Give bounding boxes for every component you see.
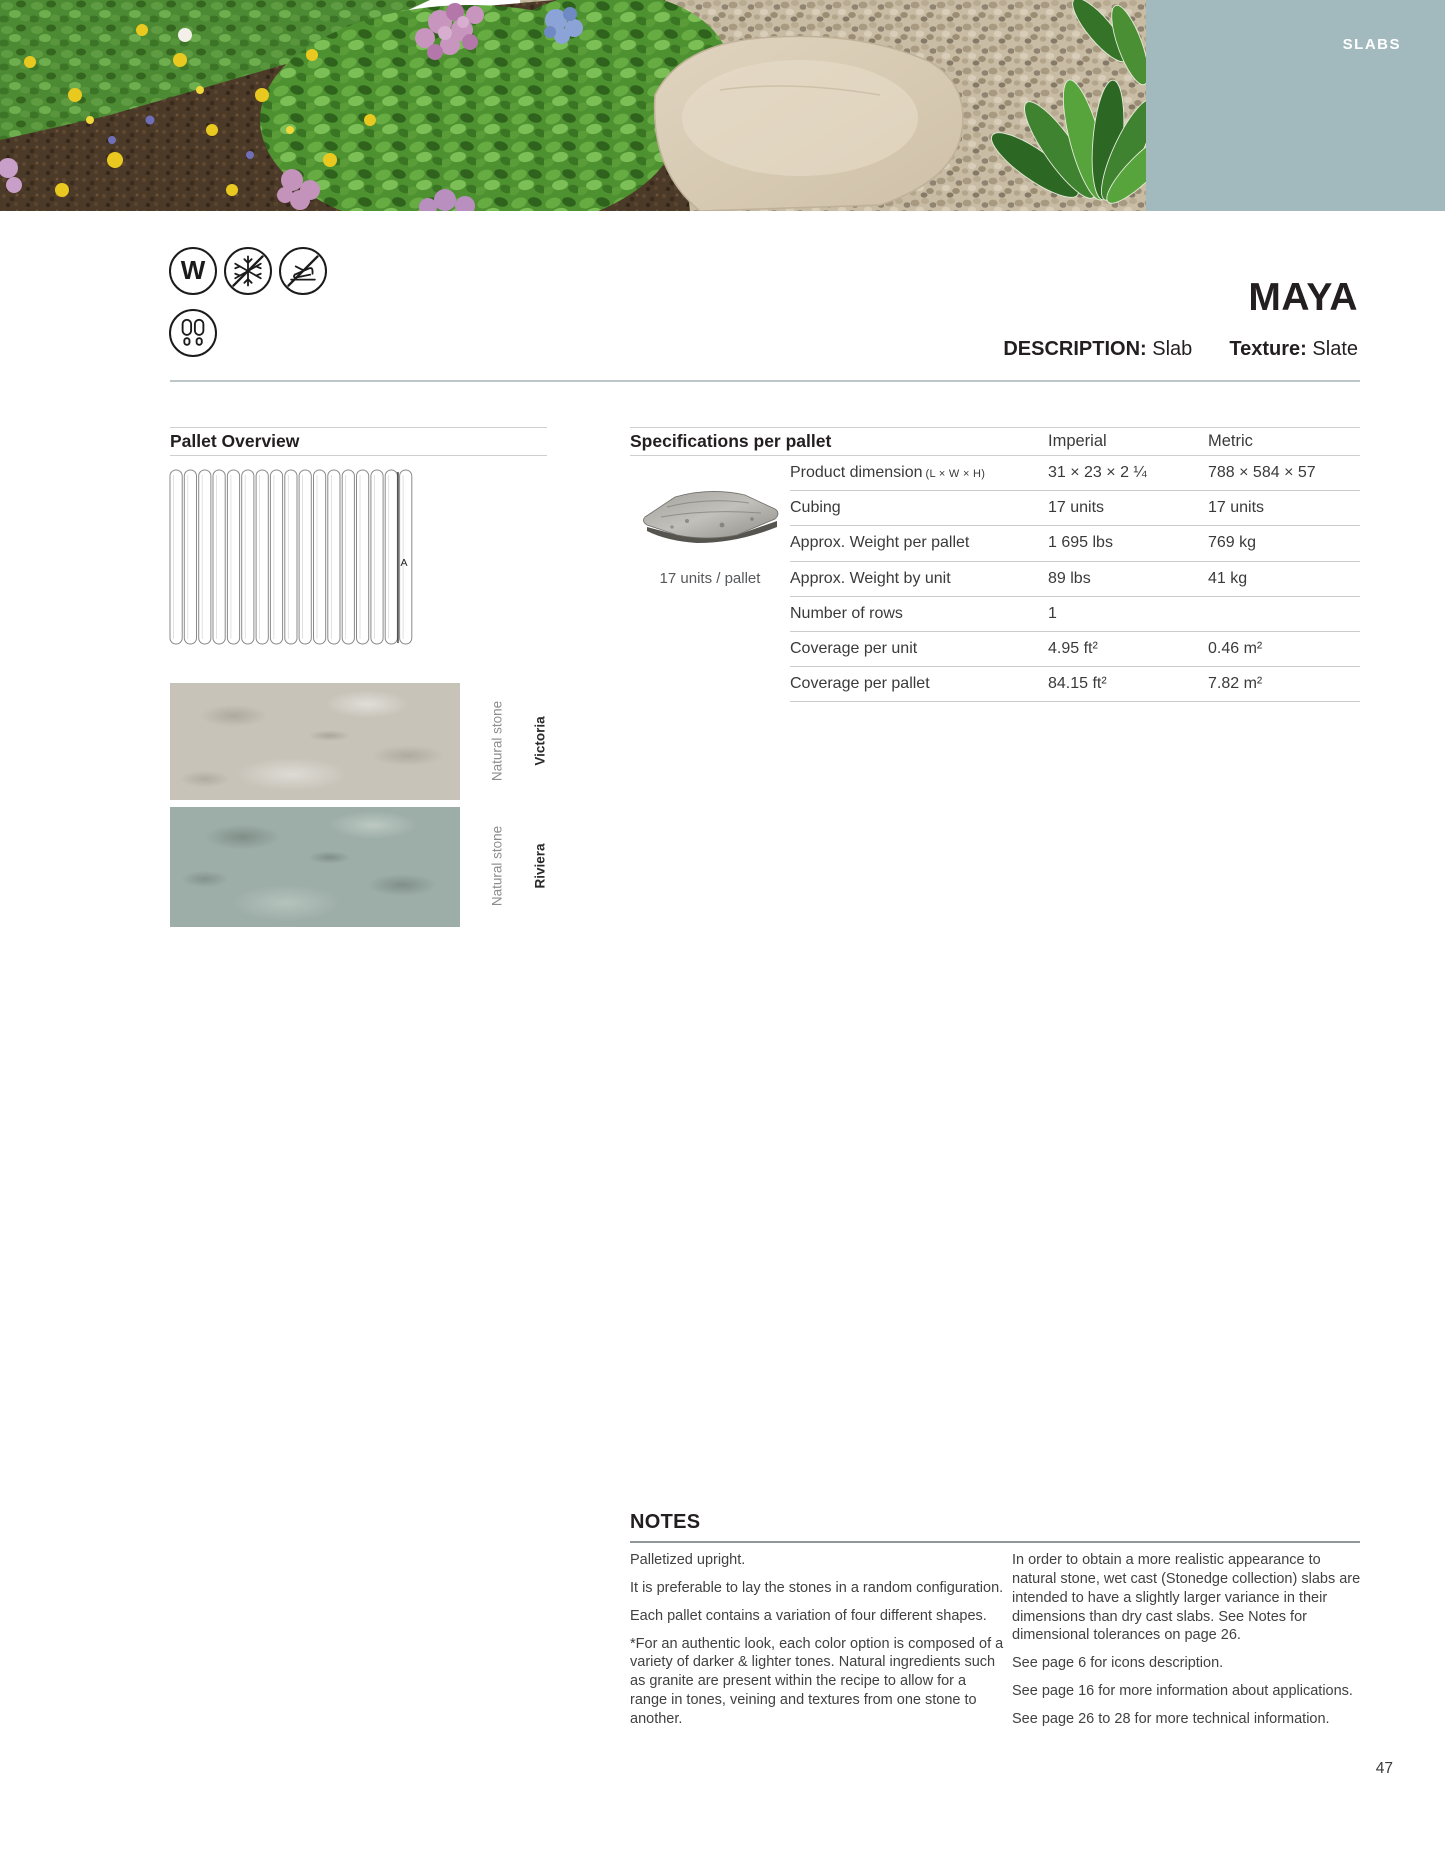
swatch-type-label: Natural stone — [489, 700, 505, 782]
product-description-row — [1003, 338, 1358, 361]
note-paragraph: It is preferable to lay the stones in a random configuration. — [630, 1579, 1004, 1596]
table-row — [790, 597, 1360, 632]
specifications-table — [790, 456, 1360, 702]
spec-label: Approx. Weight per pallet — [790, 534, 970, 552]
description-label: DESCRIPTION: — [1003, 338, 1147, 360]
table-row — [790, 632, 1360, 667]
table-row — [790, 526, 1360, 561]
spec-metric-value: 0.46 m² — [1208, 640, 1263, 658]
specifications-header — [630, 427, 1360, 456]
note-paragraph: See page 16 for more information about applications. — [1012, 1683, 1353, 1700]
note-paragraph: Palletized upright. — [630, 1552, 746, 1568]
spec-imperial-value: 89 lbs — [1048, 569, 1091, 587]
spec-label: Number of rows — [790, 604, 903, 622]
page-number: 47 — [1375, 1760, 1393, 1777]
pallet-overview-header — [170, 427, 547, 456]
color-swatch-riviera — [170, 807, 460, 927]
note-paragraph: Each pallet contains a variation of four different shapes. — [630, 1607, 987, 1624]
spec-metric-value: 17 units — [1208, 499, 1265, 517]
table-row — [790, 491, 1360, 526]
notes-left-column — [630, 1551, 1005, 1738]
table-row — [790, 456, 1360, 491]
spec-imperial-value: 17 units — [1048, 499, 1105, 517]
spec-label: Coverage per pallet — [790, 675, 930, 693]
notes-right-column — [1012, 1551, 1364, 1738]
description-value: Slab — [1152, 338, 1193, 360]
spec-metric-value: 788 × 584 × 57 — [1208, 464, 1316, 482]
banner-photo — [0, 0, 1146, 211]
wet-cast-icon — [169, 247, 217, 295]
swatch-name-riviera: Riviera — [532, 843, 548, 889]
footprints-glyph — [176, 316, 210, 350]
spec-imperial-value: 4.95 ft² — [1048, 640, 1098, 658]
snowflake-crossed-glyph — [228, 251, 268, 291]
slab-unit-thumbnail — [637, 483, 783, 545]
pallet-overview-heading: Pallet Overview — [170, 431, 300, 451]
header-divider — [170, 380, 1360, 382]
spec-metric-value: 41 kg — [1208, 569, 1248, 587]
table-row — [790, 562, 1360, 597]
texture-value: Slate — [1312, 338, 1358, 360]
spec-label: Product dimension — [790, 464, 923, 482]
imperial-column-header: Imperial — [1048, 432, 1107, 450]
specifications-heading: Specifications per pallet — [630, 431, 832, 451]
note-paragraph: In order to obtain a more realistic appearance to natural stone, wet cast (Stonedge collection) slabs are intended to have a slightly larger variance in their dimensions than dry cast slabs. See Notes for dimensional tolerances on page 26. — [1012, 1552, 1361, 1644]
table-row — [790, 667, 1360, 702]
note-paragraph: See page 6 for icons description. — [1012, 1655, 1224, 1672]
spec-metric-value: 769 kg — [1208, 534, 1257, 552]
notes-divider — [630, 1541, 1360, 1543]
no-deicing-salt-icon — [224, 247, 272, 295]
spec-imperial-value: 1 695 lbs — [1048, 534, 1113, 552]
page-title: MAYA — [1248, 276, 1358, 319]
spec-label: Approx. Weight by unit — [790, 569, 951, 587]
no-snowplow-icon — [279, 247, 327, 295]
spec-label: Cubing — [790, 499, 841, 517]
note-paragraph: *For an authentic look, each color option is composed of a variety of darker & lighter tones. Natural ingredients such as granite are present within the recipe to allow for a range in tones, veining and textures from one stone to another. — [630, 1635, 1004, 1727]
garden-photo-illustration — [0, 0, 1146, 211]
metric-column-header: Metric — [1208, 432, 1253, 450]
snowplow-crossed-glyph — [283, 251, 323, 291]
pallet-diagram — [169, 467, 413, 648]
spec-imperial-value: 31 × 23 × 2 ¼ — [1048, 464, 1147, 482]
spec-label-suffix: (L × W × H) — [925, 468, 986, 481]
units-per-pallet-caption: 17 units / pallet — [659, 570, 761, 587]
swatch-name-victoria: Victoria — [532, 716, 548, 766]
spec-imperial-value: 1 — [1048, 604, 1057, 622]
spec-metric-value: 7.82 m² — [1208, 675, 1263, 693]
color-swatch-victoria — [170, 683, 460, 800]
notes-heading: NOTES — [630, 1511, 701, 1533]
pedestrian-traffic-icon — [169, 309, 217, 357]
wet-cast-letter: W — [180, 255, 206, 285]
texture-label: Texture: — [1229, 338, 1307, 360]
note-paragraph: See page 26 to 28 for more technical information. — [1012, 1710, 1330, 1727]
spec-label: Coverage per unit — [790, 640, 918, 658]
pallet-marker-a: A — [400, 557, 408, 569]
spec-imperial-value: 84.15 ft² — [1048, 675, 1107, 693]
category-banner — [1146, 0, 1445, 211]
swatch-type-label: Natural stone — [489, 825, 505, 907]
category-label: SLABS — [1342, 36, 1401, 53]
